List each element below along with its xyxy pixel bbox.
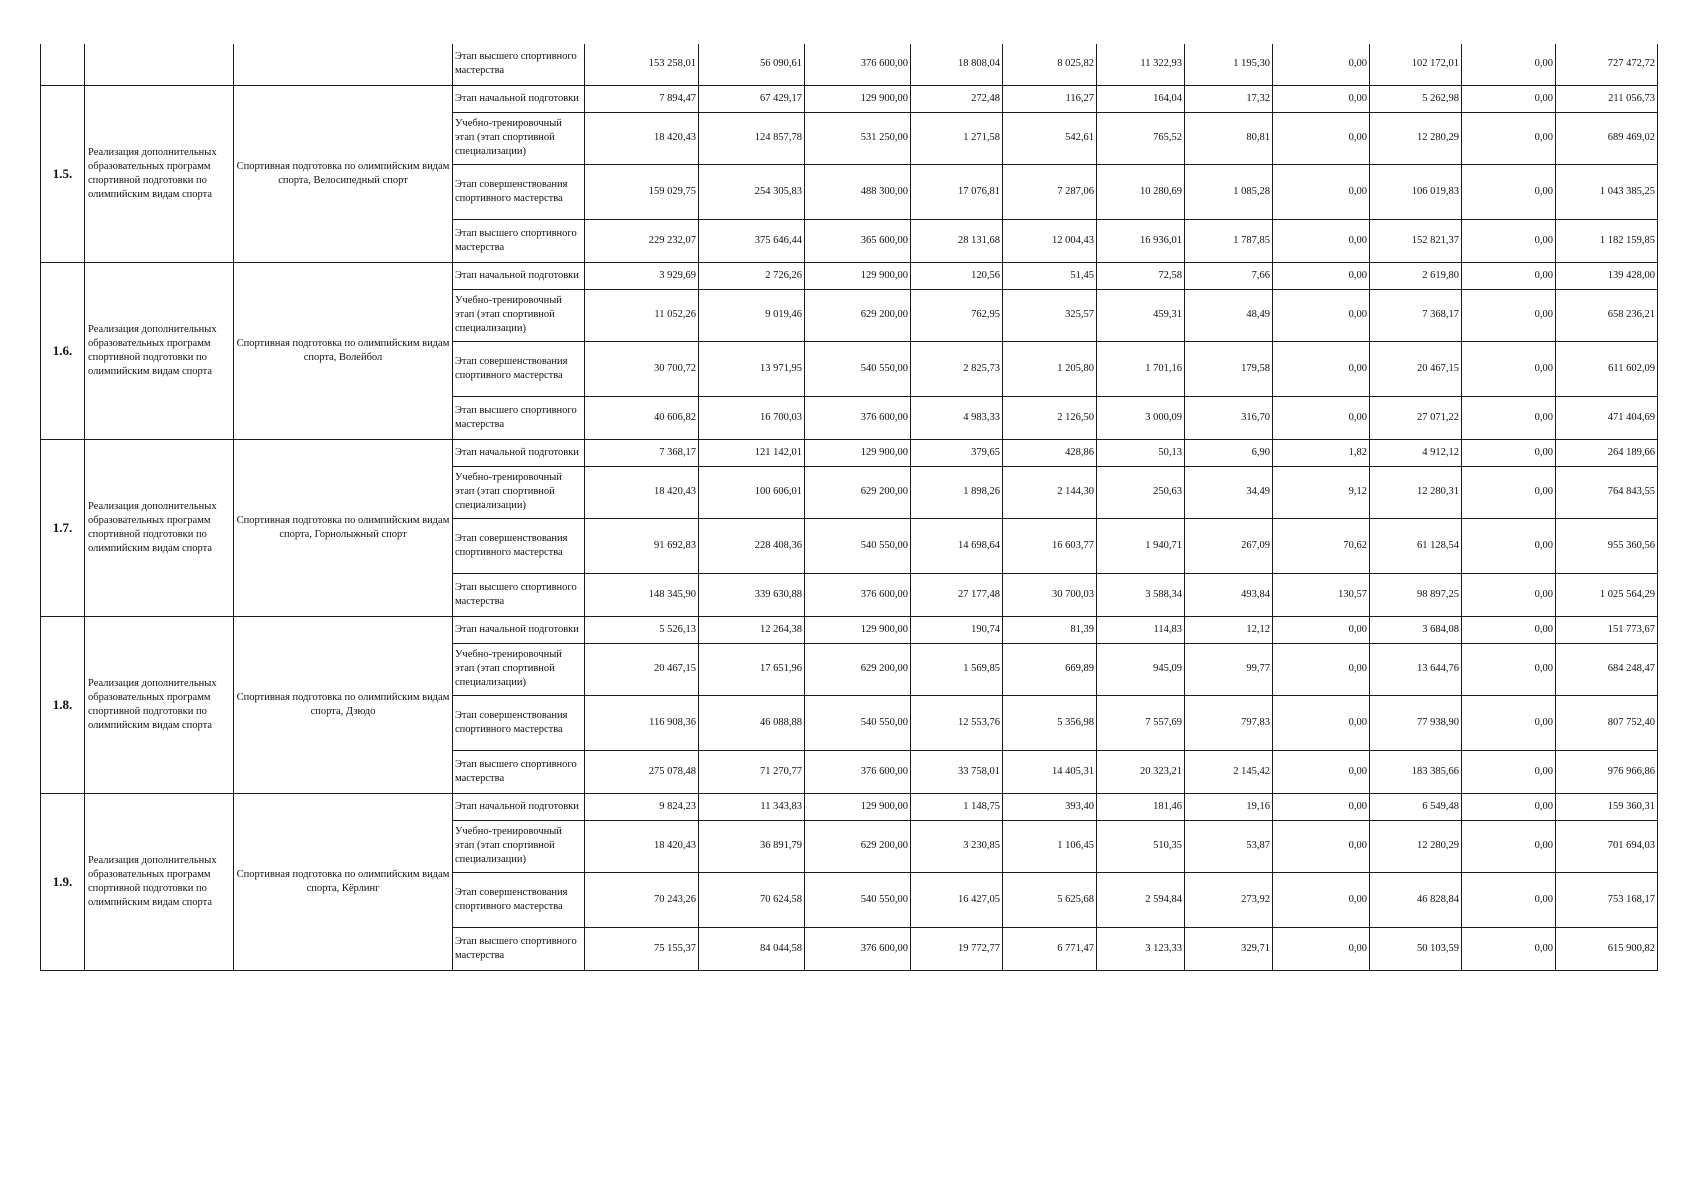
value-cell: 0,00 xyxy=(1273,112,1370,164)
value-cell: 30 700,72 xyxy=(585,341,699,396)
value-cell: 376 600,00 xyxy=(805,927,911,970)
value-cell: 16 603,77 xyxy=(1003,518,1097,573)
value-cell: 67 429,17 xyxy=(699,85,805,112)
value-cell: 459,31 xyxy=(1097,289,1185,341)
value-cell: 540 550,00 xyxy=(805,872,911,927)
value-cell: 1 025 564,29 xyxy=(1556,573,1658,616)
value-cell: 1 195,30 xyxy=(1185,44,1273,85)
value-cell: 70,62 xyxy=(1273,518,1370,573)
value-cell: 2 145,42 xyxy=(1185,750,1273,793)
sport-cell: Спортивная подготовка по олимпийским видам спорта, Волейбол xyxy=(234,262,453,439)
table-row xyxy=(41,616,1658,643)
value-cell: 106 019,83 xyxy=(1370,164,1462,219)
value-cell: 5 262,98 xyxy=(1370,85,1462,112)
value-cell: 102 172,01 xyxy=(1370,44,1462,85)
value-cell: 375 646,44 xyxy=(699,219,805,262)
value-cell: 1 898,26 xyxy=(911,466,1003,518)
value-cell: 0,00 xyxy=(1462,466,1556,518)
sport-cell: Спортивная подготовка по олимпийским видам спорта, Кёрлинг xyxy=(234,793,453,970)
value-cell: 164,04 xyxy=(1097,85,1185,112)
table-body xyxy=(41,44,1658,970)
data-table xyxy=(40,44,1658,971)
value-cell: 2 126,50 xyxy=(1003,396,1097,439)
value-cell: 325,57 xyxy=(1003,289,1097,341)
value-cell: 807 752,40 xyxy=(1556,695,1658,750)
value-cell: 19 772,77 xyxy=(911,927,1003,970)
value-cell: 129 900,00 xyxy=(805,616,911,643)
value-cell: 376 600,00 xyxy=(805,396,911,439)
value-cell: 6 771,47 xyxy=(1003,927,1097,970)
value-cell: 1 569,85 xyxy=(911,643,1003,695)
value-cell: 0,00 xyxy=(1462,750,1556,793)
value-cell: 40 606,82 xyxy=(585,396,699,439)
value-cell: 329,71 xyxy=(1185,927,1273,970)
value-cell: 17 076,81 xyxy=(911,164,1003,219)
value-cell: 159 029,75 xyxy=(585,164,699,219)
value-cell: 376 600,00 xyxy=(805,750,911,793)
table-row xyxy=(41,262,1658,289)
value-cell: 275 078,48 xyxy=(585,750,699,793)
row-index: 1.8. xyxy=(41,616,85,793)
value-cell: 100 606,01 xyxy=(699,466,805,518)
value-cell: 0,00 xyxy=(1462,872,1556,927)
value-cell: 27 071,22 xyxy=(1370,396,1462,439)
value-cell: 1 043 385,25 xyxy=(1556,164,1658,219)
value-cell: 542,61 xyxy=(1003,112,1097,164)
value-cell: 7 894,47 xyxy=(585,85,699,112)
stage-cell: Этап совершенствования спортивного мастерства xyxy=(453,164,585,219)
row-index: 1.7. xyxy=(41,439,85,616)
table-row xyxy=(41,439,1658,466)
row-index: 1.5. xyxy=(41,85,85,262)
stage-cell: Этап высшего спортивного мастерства xyxy=(453,44,585,85)
value-cell: 3 929,69 xyxy=(585,262,699,289)
value-cell: 510,35 xyxy=(1097,820,1185,872)
value-cell: 540 550,00 xyxy=(805,341,911,396)
value-cell: 753 168,17 xyxy=(1556,872,1658,927)
value-cell: 1 085,28 xyxy=(1185,164,1273,219)
value-cell: 116 908,36 xyxy=(585,695,699,750)
value-cell: 254 305,83 xyxy=(699,164,805,219)
value-cell: 10 280,69 xyxy=(1097,164,1185,219)
value-cell: 77 938,90 xyxy=(1370,695,1462,750)
program-name-cell: Реализация дополнительных образовательных программ спортивной подготовки по олимпийским видам спорта xyxy=(85,616,234,793)
value-cell: 2 825,73 xyxy=(911,341,1003,396)
value-cell: 2 144,30 xyxy=(1003,466,1097,518)
value-cell: 0,00 xyxy=(1462,112,1556,164)
value-cell: 124 857,78 xyxy=(699,112,805,164)
value-cell: 130,57 xyxy=(1273,573,1370,616)
value-cell: 53,87 xyxy=(1185,820,1273,872)
value-cell: 4 912,12 xyxy=(1370,439,1462,466)
value-cell: 91 692,83 xyxy=(585,518,699,573)
sport-cell: Спортивная подготовка по олимпийским видам спорта, Велосипедный спорт xyxy=(234,85,453,262)
value-cell: 0,00 xyxy=(1273,616,1370,643)
stage-cell: Этап совершенствования спортивного мастерства xyxy=(453,872,585,927)
value-cell: 250,63 xyxy=(1097,466,1185,518)
value-cell: 0,00 xyxy=(1462,44,1556,85)
stage-cell: Этап начальной подготовки xyxy=(453,262,585,289)
value-cell: 12 280,31 xyxy=(1370,466,1462,518)
value-cell: 0,00 xyxy=(1273,872,1370,927)
value-cell: 16 936,01 xyxy=(1097,219,1185,262)
value-cell: 9 824,23 xyxy=(585,793,699,820)
value-cell: 12 280,29 xyxy=(1370,112,1462,164)
value-cell: 50 103,59 xyxy=(1370,927,1462,970)
value-cell: 2 726,26 xyxy=(699,262,805,289)
value-cell: 114,83 xyxy=(1097,616,1185,643)
value-cell: 129 900,00 xyxy=(805,85,911,112)
value-cell: 0,00 xyxy=(1462,927,1556,970)
value-cell: 689 469,02 xyxy=(1556,112,1658,164)
value-cell: 701 694,03 xyxy=(1556,820,1658,872)
value-cell: 0,00 xyxy=(1462,439,1556,466)
value-cell: 20 467,15 xyxy=(1370,341,1462,396)
value-cell: 1 940,71 xyxy=(1097,518,1185,573)
value-cell: 1 271,58 xyxy=(911,112,1003,164)
value-cell: 46 828,84 xyxy=(1370,872,1462,927)
value-cell: 12 264,38 xyxy=(699,616,805,643)
value-cell: 0,00 xyxy=(1462,341,1556,396)
value-cell: 17 651,96 xyxy=(699,643,805,695)
value-cell: 3 123,33 xyxy=(1097,927,1185,970)
value-cell: 151 773,67 xyxy=(1556,616,1658,643)
value-cell: 0,00 xyxy=(1462,573,1556,616)
value-cell: 159 360,31 xyxy=(1556,793,1658,820)
index-cell xyxy=(41,44,85,85)
value-cell: 316,70 xyxy=(1185,396,1273,439)
value-cell: 955 360,56 xyxy=(1556,518,1658,573)
value-cell: 18 420,43 xyxy=(585,466,699,518)
value-cell: 0,00 xyxy=(1462,219,1556,262)
program-name-cell xyxy=(85,44,234,85)
value-cell: 493,84 xyxy=(1185,573,1273,616)
value-cell: 229 232,07 xyxy=(585,219,699,262)
stage-cell: Учебно-тренировочный этап (этап спортивной специализации) xyxy=(453,643,585,695)
value-cell: 11 322,93 xyxy=(1097,44,1185,85)
table-row xyxy=(41,85,1658,112)
value-cell: 1 205,80 xyxy=(1003,341,1097,396)
value-cell: 267,09 xyxy=(1185,518,1273,573)
value-cell: 12 280,29 xyxy=(1370,820,1462,872)
value-cell: 0,00 xyxy=(1273,44,1370,85)
value-cell: 669,89 xyxy=(1003,643,1097,695)
value-cell: 6 549,48 xyxy=(1370,793,1462,820)
value-cell: 3 588,34 xyxy=(1097,573,1185,616)
value-cell: 50,13 xyxy=(1097,439,1185,466)
value-cell: 339 630,88 xyxy=(699,573,805,616)
value-cell: 13 971,95 xyxy=(699,341,805,396)
row-index: 1.6. xyxy=(41,262,85,439)
value-cell: 18 420,43 xyxy=(585,820,699,872)
value-cell: 75 155,37 xyxy=(585,927,699,970)
stage-cell: Учебно-тренировочный этап (этап спортивной специализации) xyxy=(453,112,585,164)
sport-cell: Спортивная подготовка по олимпийским видам спорта, Горнолыжный спорт xyxy=(234,439,453,616)
value-cell: 181,46 xyxy=(1097,793,1185,820)
value-cell: 153 258,01 xyxy=(585,44,699,85)
value-cell: 376 600,00 xyxy=(805,44,911,85)
value-cell: 211 056,73 xyxy=(1556,85,1658,112)
value-cell: 531 250,00 xyxy=(805,112,911,164)
value-cell: 9,12 xyxy=(1273,466,1370,518)
value-cell: 0,00 xyxy=(1273,820,1370,872)
value-cell: 72,58 xyxy=(1097,262,1185,289)
value-cell: 12 553,76 xyxy=(911,695,1003,750)
value-cell: 98 897,25 xyxy=(1370,573,1462,616)
value-cell: 20 323,21 xyxy=(1097,750,1185,793)
value-cell: 629 200,00 xyxy=(805,643,911,695)
value-cell: 116,27 xyxy=(1003,85,1097,112)
value-cell: 272,48 xyxy=(911,85,1003,112)
value-cell: 81,39 xyxy=(1003,616,1097,643)
stage-cell: Этап начальной подготовки xyxy=(453,793,585,820)
value-cell: 471 404,69 xyxy=(1556,396,1658,439)
value-cell: 19,16 xyxy=(1185,793,1273,820)
value-cell: 80,81 xyxy=(1185,112,1273,164)
stage-cell: Этап начальной подготовки xyxy=(453,616,585,643)
value-cell: 30 700,03 xyxy=(1003,573,1097,616)
value-cell: 629 200,00 xyxy=(805,289,911,341)
value-cell: 148 345,90 xyxy=(585,573,699,616)
value-cell: 0,00 xyxy=(1273,643,1370,695)
value-cell: 28 131,68 xyxy=(911,219,1003,262)
value-cell: 121 142,01 xyxy=(699,439,805,466)
value-cell: 33 758,01 xyxy=(911,750,1003,793)
value-cell: 0,00 xyxy=(1273,927,1370,970)
value-cell: 11 052,26 xyxy=(585,289,699,341)
value-cell: 488 300,00 xyxy=(805,164,911,219)
value-cell: 84 044,58 xyxy=(699,927,805,970)
value-cell: 0,00 xyxy=(1462,518,1556,573)
value-cell: 7 368,17 xyxy=(1370,289,1462,341)
value-cell: 273,92 xyxy=(1185,872,1273,927)
value-cell: 7,66 xyxy=(1185,262,1273,289)
stage-cell: Этап совершенствования спортивного мастерства xyxy=(453,341,585,396)
value-cell: 12 004,43 xyxy=(1003,219,1097,262)
value-cell: 0,00 xyxy=(1462,820,1556,872)
value-cell: 540 550,00 xyxy=(805,695,911,750)
value-cell: 611 602,09 xyxy=(1556,341,1658,396)
value-cell: 2 619,80 xyxy=(1370,262,1462,289)
value-cell: 99,77 xyxy=(1185,643,1273,695)
value-cell: 20 467,15 xyxy=(585,643,699,695)
value-cell: 11 343,83 xyxy=(699,793,805,820)
value-cell: 0,00 xyxy=(1462,289,1556,341)
value-cell: 0,00 xyxy=(1462,262,1556,289)
value-cell: 16 700,03 xyxy=(699,396,805,439)
value-cell: 0,00 xyxy=(1273,341,1370,396)
value-cell: 365 600,00 xyxy=(805,219,911,262)
value-cell: 797,83 xyxy=(1185,695,1273,750)
value-cell: 51,45 xyxy=(1003,262,1097,289)
program-name-cell: Реализация дополнительных образовательных программ спортивной подготовки по олимпийским видам спорта xyxy=(85,439,234,616)
value-cell: 945,09 xyxy=(1097,643,1185,695)
value-cell: 3 000,09 xyxy=(1097,396,1185,439)
value-cell: 18 808,04 xyxy=(911,44,1003,85)
value-cell: 71 270,77 xyxy=(699,750,805,793)
sport-cell: Спортивная подготовка по олимпийским видам спорта, Дзюдо xyxy=(234,616,453,793)
value-cell: 129 900,00 xyxy=(805,793,911,820)
program-name-cell: Реализация дополнительных образовательных программ спортивной подготовки по олимпийским видам спорта xyxy=(85,85,234,262)
value-cell: 0,00 xyxy=(1273,793,1370,820)
value-cell: 61 128,54 xyxy=(1370,518,1462,573)
value-cell: 540 550,00 xyxy=(805,518,911,573)
value-cell: 0,00 xyxy=(1273,396,1370,439)
value-cell: 629 200,00 xyxy=(805,466,911,518)
stage-cell: Этап высшего спортивного мастерства xyxy=(453,396,585,439)
value-cell: 762,95 xyxy=(911,289,1003,341)
value-cell: 0,00 xyxy=(1462,85,1556,112)
stage-cell: Учебно-тренировочный этап (этап спортивной специализации) xyxy=(453,820,585,872)
value-cell: 428,86 xyxy=(1003,439,1097,466)
value-cell: 12,12 xyxy=(1185,616,1273,643)
value-cell: 7 368,17 xyxy=(585,439,699,466)
value-cell: 70 624,58 xyxy=(699,872,805,927)
value-cell: 46 088,88 xyxy=(699,695,805,750)
value-cell: 1,82 xyxy=(1273,439,1370,466)
value-cell: 9 019,46 xyxy=(699,289,805,341)
value-cell: 765,52 xyxy=(1097,112,1185,164)
stage-cell: Этап начальной подготовки xyxy=(453,439,585,466)
table-row xyxy=(41,793,1658,820)
value-cell: 16 427,05 xyxy=(911,872,1003,927)
value-cell: 379,65 xyxy=(911,439,1003,466)
value-cell: 183 385,66 xyxy=(1370,750,1462,793)
value-cell: 7 557,69 xyxy=(1097,695,1185,750)
stage-cell: Этап высшего спортивного мастерства xyxy=(453,750,585,793)
value-cell: 1 787,85 xyxy=(1185,219,1273,262)
stage-cell: Этап совершенствования спортивного мастерства xyxy=(453,695,585,750)
value-cell: 376 600,00 xyxy=(805,573,911,616)
value-cell: 13 644,76 xyxy=(1370,643,1462,695)
value-cell: 727 472,72 xyxy=(1556,44,1658,85)
sport-cell xyxy=(234,44,453,85)
value-cell: 27 177,48 xyxy=(911,573,1003,616)
value-cell: 0,00 xyxy=(1273,85,1370,112)
value-cell: 5 526,13 xyxy=(585,616,699,643)
value-cell: 0,00 xyxy=(1273,219,1370,262)
value-cell: 129 900,00 xyxy=(805,262,911,289)
stage-cell: Этап высшего спортивного мастерства xyxy=(453,573,585,616)
value-cell: 0,00 xyxy=(1273,750,1370,793)
stage-cell: Этап высшего спортивного мастерства xyxy=(453,219,585,262)
stage-cell: Учебно-тренировочный этап (этап спортивной специализации) xyxy=(453,466,585,518)
value-cell: 34,49 xyxy=(1185,466,1273,518)
value-cell: 629 200,00 xyxy=(805,820,911,872)
program-name-cell: Реализация дополнительных образовательных программ спортивной подготовки по олимпийским видам спорта xyxy=(85,262,234,439)
value-cell: 0,00 xyxy=(1273,262,1370,289)
value-cell: 5 356,98 xyxy=(1003,695,1097,750)
value-cell: 179,58 xyxy=(1185,341,1273,396)
value-cell: 684 248,47 xyxy=(1556,643,1658,695)
value-cell: 1 106,45 xyxy=(1003,820,1097,872)
value-cell: 152 821,37 xyxy=(1370,219,1462,262)
value-cell: 0,00 xyxy=(1273,289,1370,341)
value-cell: 3 230,85 xyxy=(911,820,1003,872)
stage-cell: Этап совершенствования спортивного мастерства xyxy=(453,518,585,573)
value-cell: 7 287,06 xyxy=(1003,164,1097,219)
value-cell: 264 189,66 xyxy=(1556,439,1658,466)
program-name-cell: Реализация дополнительных образовательных программ спортивной подготовки по олимпийским видам спорта xyxy=(85,793,234,970)
value-cell: 14 698,64 xyxy=(911,518,1003,573)
value-cell: 0,00 xyxy=(1462,616,1556,643)
value-cell: 1 148,75 xyxy=(911,793,1003,820)
stage-cell: Этап начальной подготовки xyxy=(453,85,585,112)
value-cell: 1 182 159,85 xyxy=(1556,219,1658,262)
value-cell: 0,00 xyxy=(1273,695,1370,750)
value-cell: 0,00 xyxy=(1462,643,1556,695)
value-cell: 129 900,00 xyxy=(805,439,911,466)
value-cell: 764 843,55 xyxy=(1556,466,1658,518)
value-cell: 2 594,84 xyxy=(1097,872,1185,927)
value-cell: 120,56 xyxy=(911,262,1003,289)
value-cell: 14 405,31 xyxy=(1003,750,1097,793)
value-cell: 0,00 xyxy=(1462,396,1556,439)
stage-cell: Этап высшего спортивного мастерства xyxy=(453,927,585,970)
value-cell: 139 428,00 xyxy=(1556,262,1658,289)
value-cell: 1 701,16 xyxy=(1097,341,1185,396)
value-cell: 6,90 xyxy=(1185,439,1273,466)
value-cell: 18 420,43 xyxy=(585,112,699,164)
value-cell: 658 236,21 xyxy=(1556,289,1658,341)
value-cell: 0,00 xyxy=(1462,164,1556,219)
value-cell: 8 025,82 xyxy=(1003,44,1097,85)
value-cell: 0,00 xyxy=(1462,695,1556,750)
value-cell: 36 891,79 xyxy=(699,820,805,872)
value-cell: 3 684,08 xyxy=(1370,616,1462,643)
stage-cell: Учебно-тренировочный этап (этап спортивной специализации) xyxy=(453,289,585,341)
value-cell: 393,40 xyxy=(1003,793,1097,820)
value-cell: 615 900,82 xyxy=(1556,927,1658,970)
value-cell: 17,32 xyxy=(1185,85,1273,112)
value-cell: 5 625,68 xyxy=(1003,872,1097,927)
value-cell: 0,00 xyxy=(1462,793,1556,820)
value-cell: 4 983,33 xyxy=(911,396,1003,439)
value-cell: 976 966,86 xyxy=(1556,750,1658,793)
value-cell: 190,74 xyxy=(911,616,1003,643)
table-row xyxy=(41,44,1658,85)
row-index: 1.9. xyxy=(41,793,85,970)
value-cell: 70 243,26 xyxy=(585,872,699,927)
value-cell: 0,00 xyxy=(1273,164,1370,219)
value-cell: 48,49 xyxy=(1185,289,1273,341)
value-cell: 228 408,36 xyxy=(699,518,805,573)
value-cell: 56 090,61 xyxy=(699,44,805,85)
